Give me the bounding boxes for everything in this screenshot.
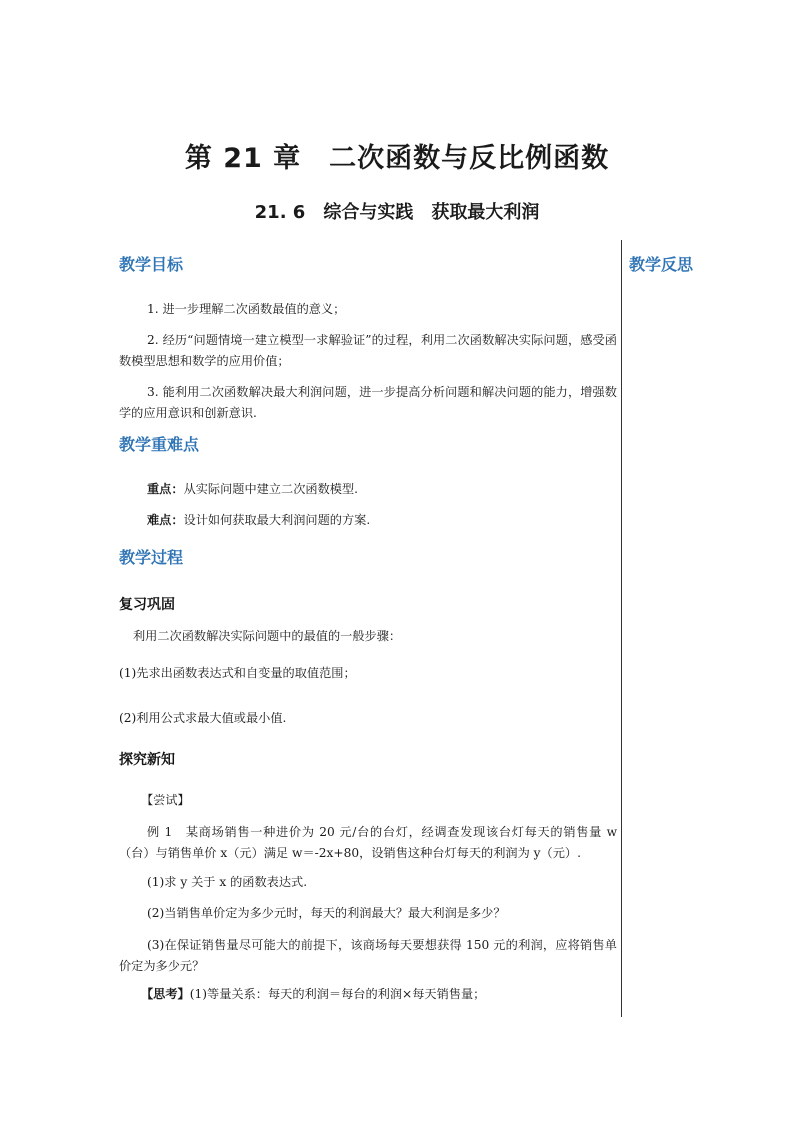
reflection-heading: 教学反思 xyxy=(629,255,694,274)
try-label: 【尝试】 xyxy=(141,793,190,807)
goals-heading: 教学目标 xyxy=(119,255,184,274)
review-heading: 复习巩固 xyxy=(119,597,175,613)
key-points-heading: 教学重难点 xyxy=(119,435,200,454)
think-label: 【思考】 xyxy=(141,987,190,1001)
difficulty-label: 难点： xyxy=(147,513,184,527)
question-3: (3)在保证销售量尽可能大的前提下，该商场每天要想获得 150 元的利润，应将销售单价定为多少元？ xyxy=(119,938,617,973)
question-2: (2)当销售单价定为多少元时，每天的利润最大？最大利润是多少？ xyxy=(147,906,506,920)
review-intro: 利用二次函数解决实际问题中的最值的一般步骤： xyxy=(133,629,402,643)
section-title: 21. 6 综合与实践 获取最大利润 xyxy=(254,202,540,223)
review-step-2: (2)利用公式求最大值或最小值. xyxy=(119,711,287,725)
key-point-text: 从实际问题中建立二次函数模型. xyxy=(183,482,359,496)
review-step-1: (1)先求出函数表达式和自变量的取值范围； xyxy=(119,666,356,680)
chapter-title: 第 21 章 二次函数与反比例函数 xyxy=(184,143,610,174)
goal-item-1: 1. 进一步理解二次函数最值的意义； xyxy=(147,302,346,316)
key-point xyxy=(119,479,617,500)
question-1: (1)求 y 关于 x 的函数表达式. xyxy=(147,875,308,889)
think-paragraph xyxy=(141,984,617,1005)
column-divider xyxy=(621,240,622,1017)
process-heading: 教学过程 xyxy=(119,548,184,567)
goal-item-3: 3. 能利用二次函数解决最大利润问题，进一步提高分析问题和解决问题的能力，增强数学的应用意识和创新意识. xyxy=(119,385,617,420)
example-1: 例 1 某商场销售一种进价为 20 元/台的台灯，经调查发现该台灯每天的销售量 w（台）与销售单价 x（元）满足 w＝-2x+80，设销售这种台灯每天的利润为 y（元）. xyxy=(119,825,617,860)
explore-heading: 探究新知 xyxy=(119,752,175,768)
key-point-label: 重点： xyxy=(147,482,184,496)
difficulty-text: 设计如何获取最大利润问题的方案. xyxy=(183,513,371,527)
difficulty-point xyxy=(119,510,617,531)
goal-item-2: 2. 经历“问题情境一建立模型一求解验证”的过程，利用二次函数解决实际问题，感受函数模型思想和数学的应用价值； xyxy=(119,333,617,368)
think-text: (1)等量关系：每天的利润＝每台的利润×每天销售量； xyxy=(189,987,486,1001)
